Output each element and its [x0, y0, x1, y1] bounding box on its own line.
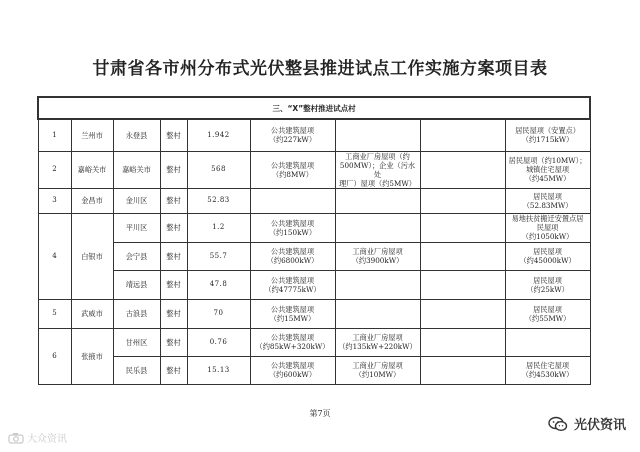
industrial-cell: 工商业厂房屋项 （约3900kW）	[335, 242, 420, 270]
section-header: 三、“X”整村推进试点村	[38, 97, 590, 119]
industrial-cell	[335, 213, 420, 242]
industrial-cell	[335, 188, 420, 213]
capacity-cell: 47.8	[187, 270, 250, 299]
capacity-cell: 52.83	[187, 188, 250, 213]
city-cell: 张掖市	[71, 328, 113, 384]
public-building-cell	[250, 188, 335, 213]
agri-cell	[420, 213, 505, 242]
agri-cell	[420, 119, 505, 151]
city-cell: 武威市	[71, 299, 113, 328]
county-cell: 甘州区	[113, 328, 160, 356]
county-cell: 平川区	[113, 213, 160, 242]
capacity-cell: 568	[187, 151, 250, 188]
page-title: 甘肃省各市州分布式光伏整县推进试点工作实施方案项目表	[92, 59, 548, 79]
type-cell: 整村	[160, 270, 187, 299]
industrial-cell	[335, 299, 420, 328]
industrial-cell	[335, 119, 420, 151]
agri-cell	[420, 356, 505, 384]
city-cell: 白银市	[71, 213, 113, 299]
capacity-cell: 1.942	[187, 119, 250, 151]
table-row	[38, 242, 590, 270]
industrial-cell	[335, 270, 420, 299]
page-number: 第7页	[309, 409, 331, 418]
capacity-cell: 0.76	[187, 328, 250, 356]
county-cell: 民乐县	[113, 356, 160, 384]
agri-cell	[420, 151, 505, 188]
capacity-cell: 55.7	[187, 242, 250, 270]
public-building-cell: 公共建筑屋项 （约227kW）	[250, 119, 335, 151]
table-row	[38, 213, 590, 242]
capacity-cell: 70	[187, 299, 250, 328]
city-cell: 金昌市	[71, 188, 113, 213]
table-row	[38, 299, 590, 328]
wechat-icon	[548, 416, 568, 432]
county-cell: 古浪县	[113, 299, 160, 328]
resident-cell: 居民屋项 （52.83MW）	[505, 188, 590, 213]
camera-logo-icon	[8, 432, 24, 444]
agri-cell	[420, 299, 505, 328]
type-cell: 整村	[160, 242, 187, 270]
row-index: 1	[38, 119, 71, 151]
public-building-cell: 公共建筑屋项 （约600kW）	[250, 356, 335, 384]
county-cell: 永登县	[113, 119, 160, 151]
public-building-cell: 公共建筑屋项 （约15MW）	[250, 299, 335, 328]
row-index: 4	[38, 213, 71, 299]
resident-cell: 居民屋项 （约45000kW）	[505, 242, 590, 270]
capacity-cell: 15.13	[187, 356, 250, 384]
public-building-cell: 公共建筑屋项 （约6800kW）	[250, 242, 335, 270]
resident-cell: 易地扶贫搬迁安置点居 民屋项 （约1050kW）	[505, 213, 590, 242]
type-cell: 整村	[160, 213, 187, 242]
county-cell: 嘉峪关市	[113, 151, 160, 188]
table-row	[38, 356, 590, 384]
agri-cell	[420, 270, 505, 299]
industrial-cell: 工商业厂房屋项 （约10MW）	[335, 356, 420, 384]
county-cell: 靖远县	[113, 270, 160, 299]
industrial-cell: 工商业厂房屋项（约 500MW）；企业（污水处 理厂）屋项（约5MW）	[335, 151, 420, 188]
table-row	[38, 270, 590, 299]
agri-cell	[420, 328, 505, 356]
county-cell: 会宁县	[113, 242, 160, 270]
resident-cell: 居民屋项 （约25kW）	[505, 270, 590, 299]
public-building-cell: 公共建筑屋项 （约150kW）	[250, 213, 335, 242]
row-index: 6	[38, 328, 71, 384]
type-cell: 整村	[160, 151, 187, 188]
agri-cell	[420, 188, 505, 213]
resident-cell: 居民屋项 （约55MW）	[505, 299, 590, 328]
public-building-cell: 公共建筑屋项 （约85kW+320kW）	[250, 328, 335, 356]
capacity-cell: 1.2	[187, 213, 250, 242]
resident-cell: 居民屋项（约10MW）； 城镇住宅屋项 （约45MW）	[505, 151, 590, 188]
table-row	[38, 328, 590, 356]
resident-cell	[505, 328, 590, 356]
watermark-left-text: 大众资讯	[27, 434, 67, 445]
table-row	[38, 151, 590, 188]
type-cell: 整村	[160, 356, 187, 384]
table-row	[38, 188, 590, 213]
public-building-cell: 公共建筑屋项 （约8MW）	[250, 151, 335, 188]
watermark-right	[548, 414, 626, 433]
type-cell: 整村	[160, 328, 187, 356]
resident-cell: 居民屋项（安置点） （约1715kW）	[505, 119, 590, 151]
city-cell: 嘉峪关市	[71, 151, 113, 188]
row-index: 3	[38, 188, 71, 213]
row-index: 2	[38, 151, 71, 188]
agri-cell	[420, 242, 505, 270]
table-row	[38, 119, 590, 151]
resident-cell: 居民住宅屋项 （约4530kW）	[505, 356, 590, 384]
watermark-left	[8, 430, 67, 445]
public-building-cell: 公共建筑屋项 （约47775kW）	[250, 270, 335, 299]
type-cell: 整村	[160, 119, 187, 151]
project-table	[37, 96, 591, 385]
industrial-cell: 工商业厂房屋项 （约135kW+220kW）	[335, 328, 420, 356]
type-cell: 整村	[160, 188, 187, 213]
type-cell: 整村	[160, 299, 187, 328]
county-cell: 金川区	[113, 188, 160, 213]
watermark-right-text: 光伏资讯	[573, 418, 626, 433]
city-cell: 兰州市	[71, 119, 113, 151]
row-index: 5	[38, 299, 71, 328]
